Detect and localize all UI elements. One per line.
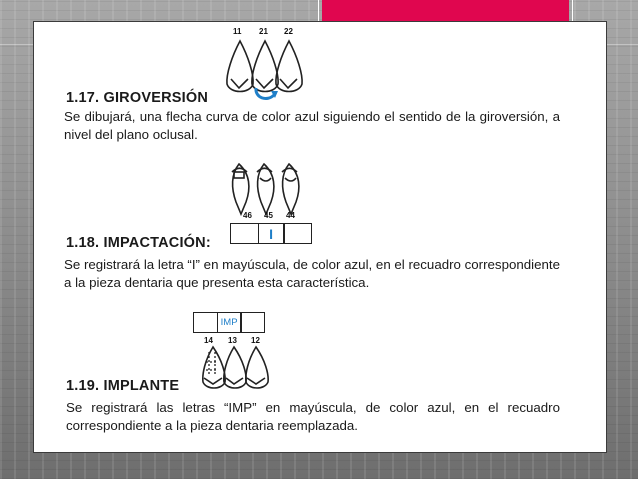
body-implante: Se registrará las letras “IMP” en mayúscula, de color azul, en el recuadro correspondiente a la pieza dentaria reemplazada. xyxy=(66,400,560,433)
tooth-number-21: 21 xyxy=(259,27,268,36)
tooth-number-13: 13 xyxy=(228,336,237,345)
heading-giroversion: 1.17. GIROVERSIÓN xyxy=(66,90,208,106)
tooth-number-46: 46 xyxy=(243,211,252,220)
slide-content xyxy=(33,21,607,453)
tooth-number-14: 14 xyxy=(204,336,213,345)
tooth-number-11: 11 xyxy=(233,27,242,36)
tooth-number-45: 45 xyxy=(264,211,273,220)
impactacion-mark: I xyxy=(269,225,274,242)
implante-mark: IMP xyxy=(220,317,238,328)
tooth-number-44: 44 xyxy=(286,211,295,220)
body-impactacion: Se registrará la letra “I” en mayúscula, de color azul, en el recuadro correspondiente a la pieza dentaria que presenta esta característica. xyxy=(64,257,560,290)
heading-implante: 1.19. IMPLANTE xyxy=(66,378,180,394)
body-giroversion: Se dibujará, una flecha curva de color azul siguiendo el sentido de la giroversión, a nivel del plano oclusal. xyxy=(64,109,560,142)
heading-impactacion: 1.18. IMPACTACIÓN: xyxy=(66,235,211,251)
tooth-number-12: 12 xyxy=(251,336,260,345)
tooth-number-22: 22 xyxy=(284,27,293,36)
